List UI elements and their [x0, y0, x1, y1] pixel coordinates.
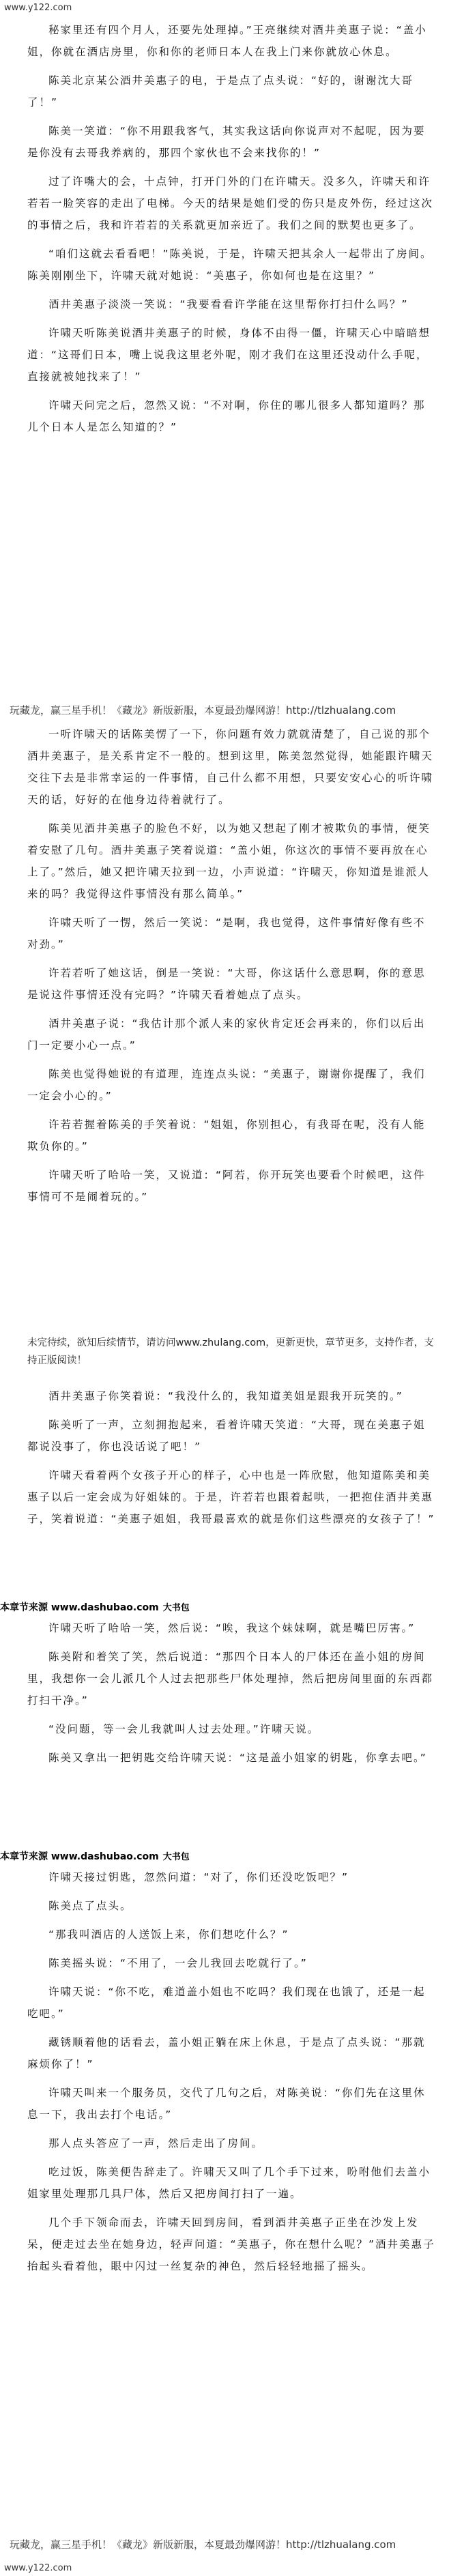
- story-paragraph: 陈美一笑道：“你不用跟我客气，其实我这话向你说声对不起呢，因为要是你没有去哥我养病的，那四个家伙也不会来找你的！”: [27, 125, 426, 159]
- story-paragraph: 许若若听了她这话，倒是一笑说：“大哥，你这话什么意思啊，你的意思是说这件事情还没有完吗？”许啸天看着她点了点头。: [27, 967, 426, 1001]
- story-paragraph: 秘家里还有四个月人，还要先处理掉。”王亮继续对酒井美惠子说：“盖小姐，你就在酒店房里，你和你的老师日本人在我上门来你就放心休息。: [27, 24, 427, 58]
- story-section-2: [27, 723, 437, 1215]
- story-paragraph: 陈美摇头说：“不用了，一会儿我回去吃就行了。”: [48, 1957, 308, 1969]
- story-paragraph: 许啸天听陈美说酒井美惠子的时候，身体不由得一僵，许啸天心中暗暗想道：“这哥们日本，嘴上说我这里老外呢，刚才我们在这里还没动什么手呢，直接就被她找来了！”: [27, 327, 431, 383]
- source-mark-2: [0, 1849, 190, 1863]
- story-section-4: [27, 1617, 437, 1776]
- source-mark-text: 本章节来源 www.dashubao.com: [0, 1602, 159, 1613]
- story-paragraph: 陈美见酒井美惠子的脸色不好，以为她又想起了刚才被欺负的事情，便笑着安慰了几句。酒井美惠子笑着说道：“盖小姐，你这次的事情不要再放在心上了。”然后，她又把许啸天拉到一边，小声说道：“许啸天，你知道是谁派人来的吗？我觉得这件事情没有那么简单。”: [27, 822, 431, 900]
- story-paragraph: 许啸天听了哈哈一笑，然后说：“唉，我这个妹妹啊，就是嘴巴厉害。”: [48, 1622, 416, 1634]
- story-paragraph: 酒井美惠子说：“我估计那个派人来的家伙肯定还会再来的，你们以后出门一定要小心一点。”: [27, 1017, 426, 1052]
- story-paragraph: 陈美北京某公酒井美惠子的电，于是点了点头说：“好的，谢谢沈大哥了！”: [27, 74, 414, 108]
- story-paragraph: 陈美点了点头。: [48, 1900, 132, 1912]
- site-url-bottom[interactable]: www.y122.com: [4, 2563, 72, 2573]
- story-paragraph: 陈美附和着笑了笑，然后说道：“那四个日本人的尸体还在盖小姐的房间里，我想你一会儿派几个人过去把那些尸体处理掉，然后把房间里面的东西都打扫干净。”: [27, 1651, 434, 1707]
- story-paragraph: 许啸天听了一愣，然后一笑说：“是啊，我也觉得，这件事情好像有些不对劲。”: [27, 916, 426, 951]
- story-paragraph: 陈美听了一声，立刻拥抱起来，看着许啸天笑道：“大哥，现在美惠子姐都说没事了，你也没话说了吧！”: [27, 1419, 426, 1453]
- story-paragraph: 许啸天叫来一个服务员，交代了几句之后，对陈美说：“你们先在这里休息一下，我出去打个电话。”: [27, 2087, 426, 2121]
- story-paragraph: 许啸天听了哈哈一笑，又说道：“阿若，你开玩笑也要看个时候吧，这件事情可不是闹着玩的。”: [27, 1169, 426, 1203]
- story-section-5: [27, 1866, 437, 2284]
- story-paragraph: “那我叫酒店的人送饭上来，你们想吃什么？”: [48, 1928, 289, 1941]
- story-paragraph: 许啸天说：“你不吃，难道盖小姐也不吃吗？我们现在也饿了，还是一起吃吧。”: [27, 1986, 426, 2020]
- source-mark-small: 大书包: [162, 1852, 190, 1862]
- story-paragraph: 过了许嘴大的会，十点钟，打开门外的门在许啸天。没多久，许啸天和许若若一脸笑容的走出了电梯。今天的结果是她们受的伤只是皮外伤，经过这次的事情之后，我和许若若的关系就更加亲近了。我们之间的默契也更多了。: [27, 175, 434, 231]
- promo-banner-1[interactable]: 玩藏龙，赢三星手机！《藏龙》新版新服，本夏最劲爆网游！http://tlzhualang.com: [10, 704, 396, 717]
- story-paragraph: “没问题，等一会儿我就叫人过去处理。”许啸天说。: [48, 1723, 320, 1735]
- story-paragraph: 藏锈顺着他的话看去，盖小姐正躺在床上休息，于是点了点头说：“那就麻烦你了！”: [27, 2036, 426, 2070]
- story-paragraph: 吃过饭，陈美便告辞走了。许啸天又叫了几个手下过来，吩咐他们去盖小姐家里处理那几具尸体，然后又把房间打扫了一遍。: [27, 2166, 431, 2200]
- source-mark-text: 本章节来源 www.dashubao.com: [0, 1851, 159, 1862]
- story-paragraph: 几个手下领命而去，许啸天回到房间，看到酒井美惠子正坐在沙发上发呆，便走过去坐在她身边，轻声问道：“美惠子，你在想什么呢？”酒井美惠子抬起头看着他，眼中闪过一丝复杂的神色，然后轻轻地摇了摇头。: [27, 2216, 435, 2272]
- story-paragraph: 许若若握着陈美的手笑着说：“姐姐，你别担心，有我哥在呢，没有人能欺负你的。”: [27, 1118, 426, 1153]
- story-paragraph: 陈美又拿出一把钥匙交给许啸天说：“这是盖小姐家的钥匙，你拿去吧。”: [48, 1752, 427, 1764]
- story-paragraph: “咱们这就去看看吧！”陈美说，于是，许啸天把其余人一起带出了房间。陈美刚刚坐下，许啸天就对她说：“美惠子，你如何也是在这里？”: [27, 248, 433, 282]
- story-paragraph: 陈美也觉得她说的有道理，连连点头说：“美惠子，谢谢你提醒了，我们一定会小心的。”: [27, 1068, 426, 1102]
- story-paragraph: 许啸天接过钥匙，忽然问道：“对了，你们还没吃饭吧？”: [48, 1871, 349, 1883]
- story-section-1: [27, 19, 437, 445]
- story-section-3: [27, 1385, 437, 1537]
- site-url-top[interactable]: www.y122.com: [4, 3, 72, 13]
- story-paragraph: 一听许啸天的话陈美愣了一下，你问题有效力就就清楚了，自己说的那个酒井美惠子，是关系肯定不一般的。想到这里，陈美忽然觉得，她能跟许啸天交往下去是非常幸运的一件事情，自己什么都不用想，只要安安心心的听许啸天的话，好好的在他身边待着就行了。: [27, 728, 434, 806]
- continuation-notice: 未完待续，欲知后续情节，请访问www.zhulang.com，更新更快，章节更多，支持作者，支持正版阅读！: [27, 1337, 434, 1366]
- promo-banner-2[interactable]: 玩藏龙，赢三星手机！《藏龙》新版新服，本夏最劲爆网游！http://tlzhualang.com: [10, 2538, 396, 2551]
- story-paragraph: 许啸天看着两个女孩子开心的样子，心中也是一阵欣慰，他知道陈美和美惠子以后一定会成为好姐妹的。于是，许若若也跟着起哄，一把抱住酒井美惠子，笑着说道：“美惠子姐姐，我哥最喜欢的就是你们这些漂亮的女孩子了！”: [27, 1469, 435, 1525]
- story-paragraph: 酒井美惠子淡淡一笑说：“我要看看许学能在这里帮你打扫什么吗？”: [48, 298, 409, 310]
- story-paragraph: 许啸天问完之后，忽然又说：“不对啊，你住的哪儿很多人都知道吗？那儿个日本人是怎么知道的？”: [27, 399, 426, 433]
- source-mark-small: 大书包: [162, 1603, 190, 1613]
- story-paragraph: 酒井美惠子你笑着说：“我没什么的，我知道美姐是跟我开玩笑的。”: [48, 1390, 403, 1402]
- source-mark-1: [0, 1600, 190, 1614]
- story-paragraph: 那人点头答应了一声，然后走出了房间。: [48, 2137, 264, 2150]
